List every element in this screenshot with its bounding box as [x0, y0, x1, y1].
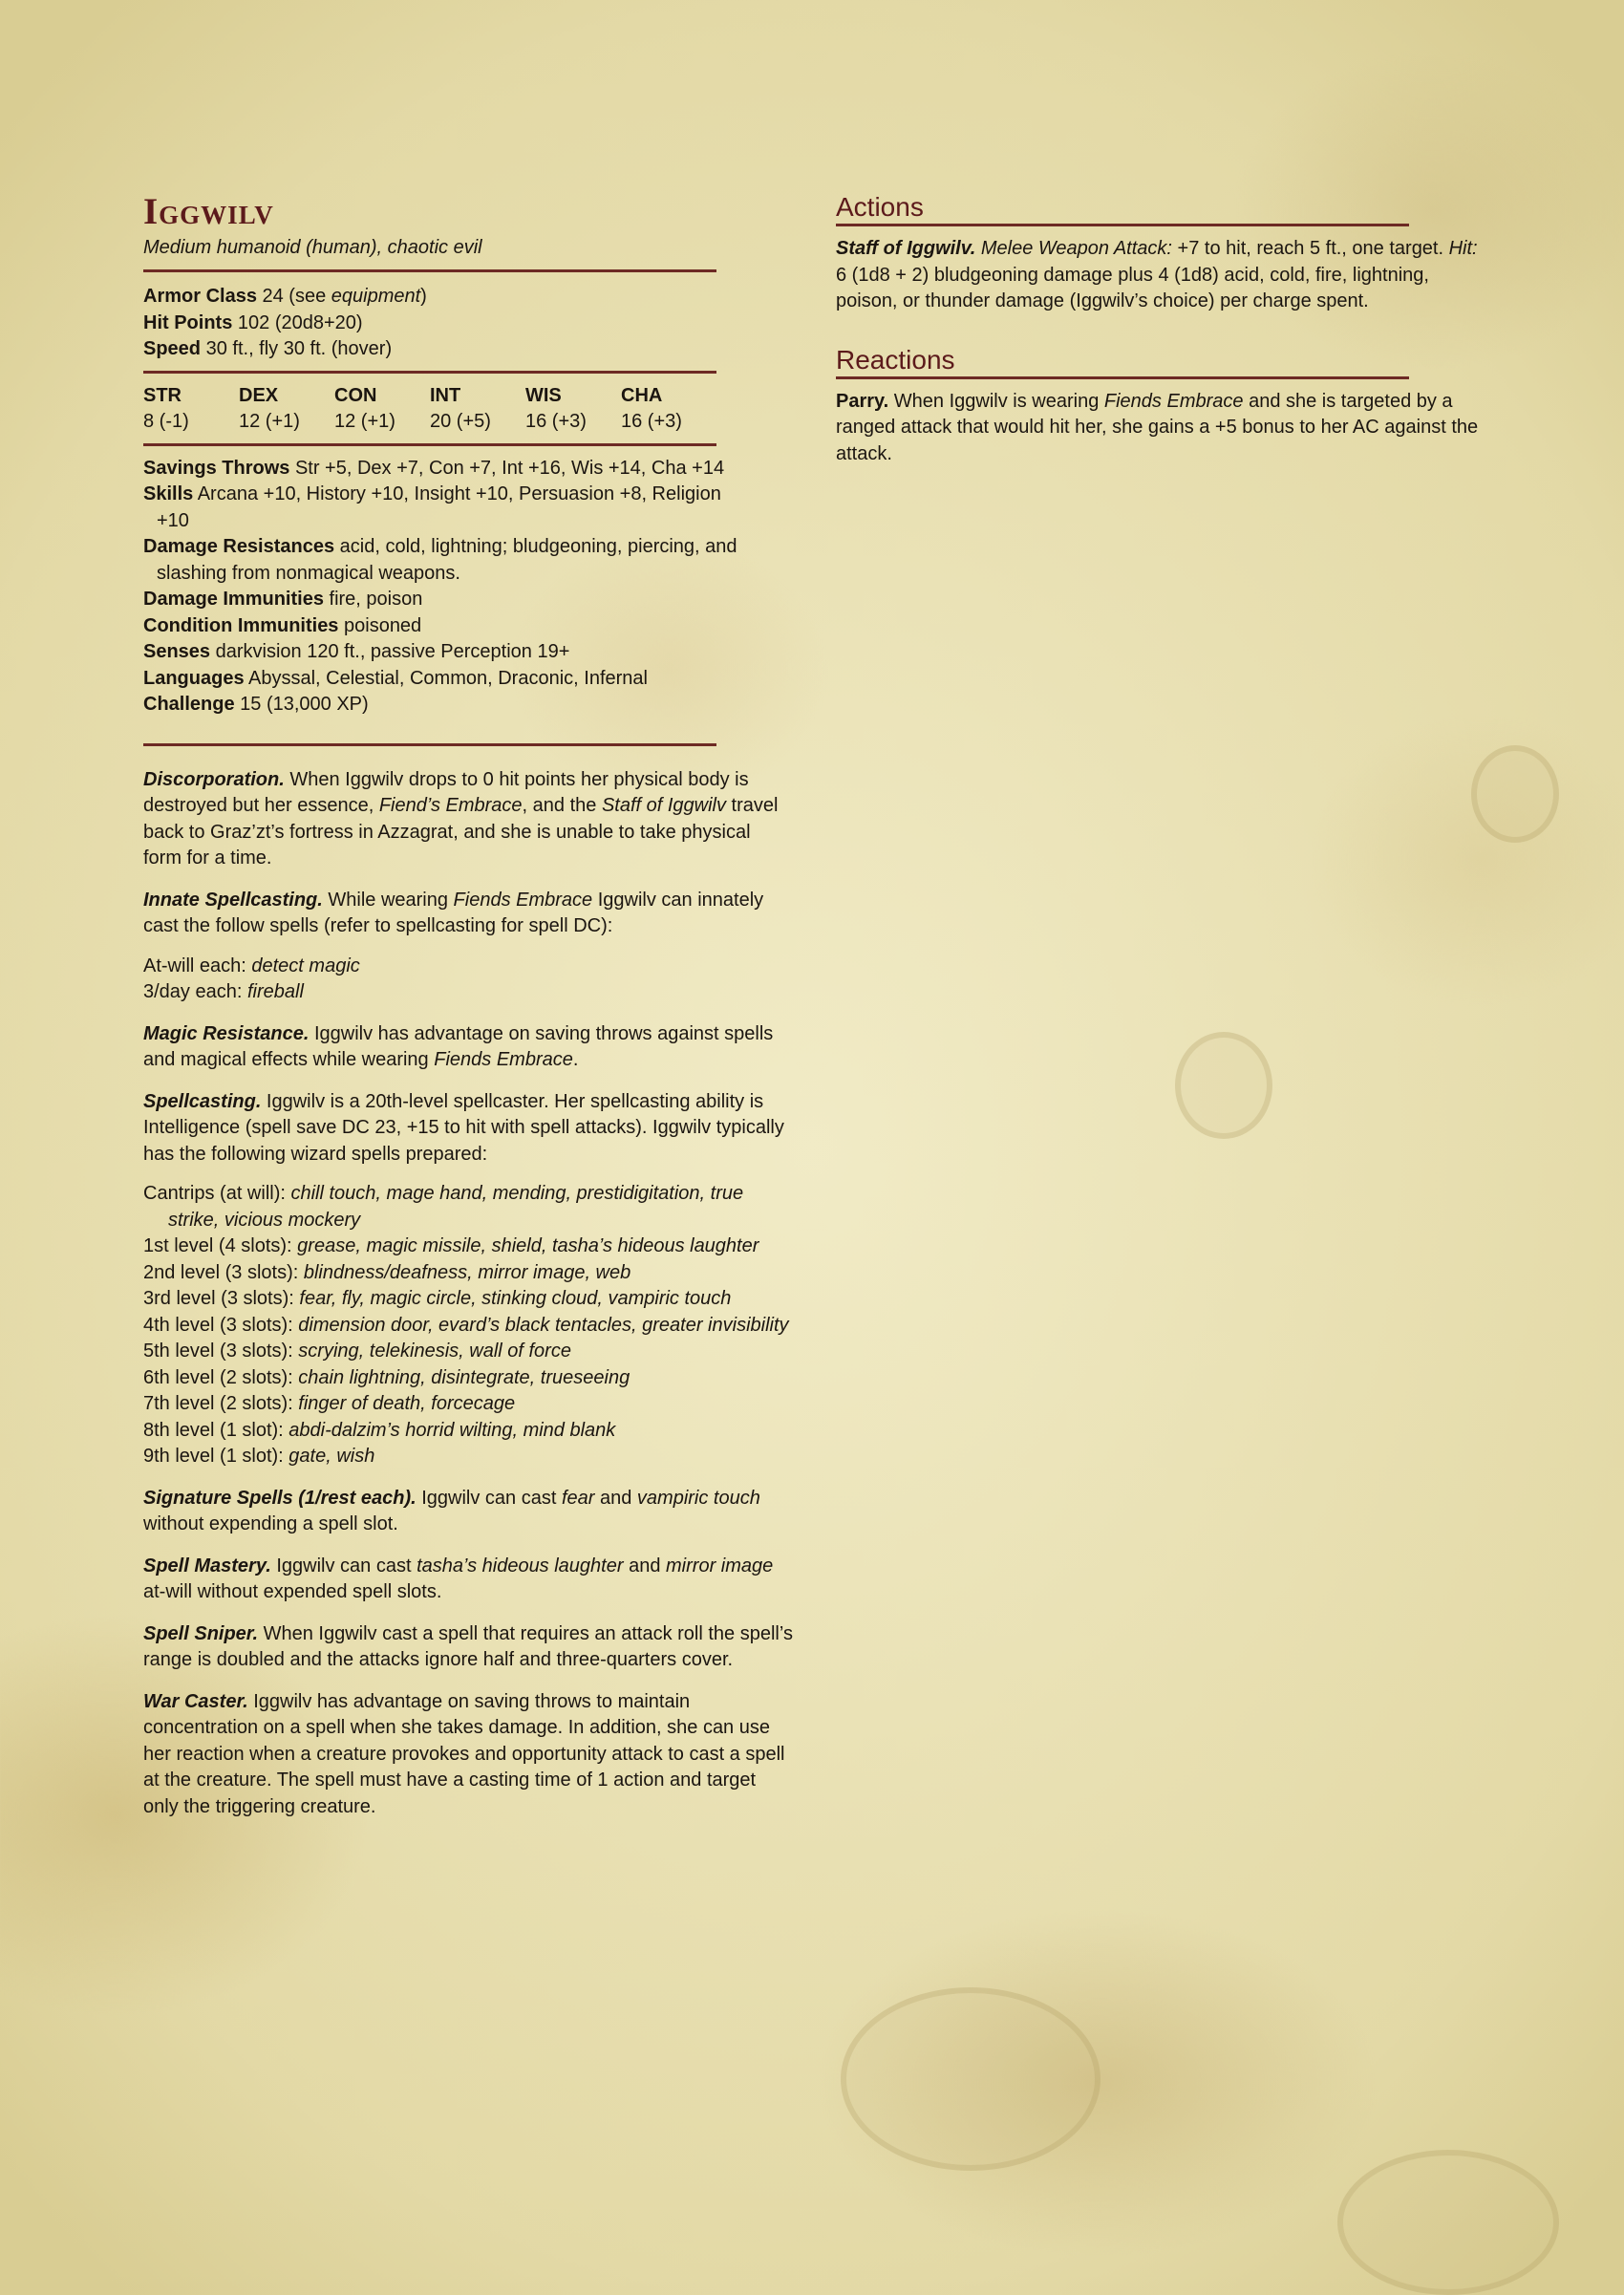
senses: Senses darkvision 120 ft., passive Perception 19+: [143, 641, 570, 662]
monster-name: Iggwilv: [143, 191, 274, 232]
action-staff-of-iggwilv: Staff of Iggwilv. Melee Weapon Attack: +7 to hit, reach 5 ft., one target. Hit: 6 (1d8 + 2) bludgeoning damage plus 4 (1d8) acid, cold, fire, lightning, poison, or thunder damage (Iggwilv’s choice) per charge spent.: [836, 238, 1478, 311]
condition-immunities: Condition Immunities poisoned: [143, 614, 422, 636]
actions-heading: Actions: [836, 192, 924, 222]
hit-points: Hit Points 102 (20d8+20): [143, 311, 363, 333]
ability-int: INT 20 (+5): [430, 384, 491, 432]
spell-line: 8th level (1 slot): abdi-dalzim’s horrid wilting, mind blank: [143, 1419, 616, 1441]
skills: Skills Arcana +10, History +10, Insight +10, Persuasion +8, Religion +10: [143, 483, 721, 531]
damage-resistances: Damage Resistances acid, cold, lightning; bludgeoning, piercing, and slashing from nonmagical weapons.: [143, 536, 737, 584]
parchment-stain: [1337, 2150, 1559, 2295]
actions-section: [836, 191, 1485, 315]
innate-spell-list: [143, 954, 793, 1006]
spell-line: 9th level (1 slot): gate, wish: [143, 1446, 375, 1467]
trait-war-caster: War Caster. Iggwilv has advantage on saving throws to maintain concentration on a spell when she takes damage. In addition, she can use her reaction when a creature provokes and opportunity attack to cast a spell at the creature. The spell must have a casting time of 1 action and target only the triggering creature.: [143, 1690, 785, 1817]
trait-spell-mastery: Spell Mastery. Iggwilv can cast tasha’s hideous laughter and mirror image at-will without expended spell slots.: [143, 1555, 774, 1602]
trait-spellcasting: Spellcasting. Iggwilv is a 20th-level spellcaster. Her spellcasting ability is Intelligence (spell save DC 23, +15 to hit with spell attacks). Iggwilv typically has the following wizard spells prepared:: [143, 1090, 784, 1165]
reaction-parry: Parry. When Iggwilv is wearing Fiends Embrace and she is targeted by a ranged attack that would hit her, she gains a +5 bonus to her AC against the attack.: [836, 390, 1479, 464]
actions-column: [836, 191, 1485, 496]
ability-cha: CHA 16 (+3): [621, 384, 682, 432]
ability-scores: [143, 374, 716, 443]
ability-dex: DEX 12 (+1): [239, 384, 300, 432]
divider: [143, 743, 716, 746]
details-block: [143, 446, 755, 726]
spell-line: 4th level (3 slots): dimension door, evard’s black tentacles, greater invisibility: [143, 1314, 789, 1336]
ability-wis: WIS 16 (+3): [525, 384, 587, 432]
reactions-heading: Reactions: [836, 344, 955, 375]
armor-class: Armor Class 24 (see equipment): [143, 286, 427, 307]
spell-line: 6th level (2 slots): chain lightning, disintegrate, trueseeing: [143, 1366, 630, 1388]
ability-con: CON 12 (+1): [334, 384, 395, 432]
parchment-stain: [841, 1987, 1100, 2171]
saving-throws: Savings Throws Str +5, Dex +7, Con +7, Int +16, Wis +14, Cha +14: [143, 457, 725, 479]
damage-immunities: Damage Immunities fire, poison: [143, 589, 423, 610]
spell-line: 1st level (4 slots): grease, magic missile, shield, tasha’s hideous laughter: [143, 1235, 759, 1256]
spell-line: At-will each: detect magic: [143, 954, 360, 976]
parchment-stain: [1471, 745, 1559, 843]
divider: [836, 224, 1409, 226]
divider: [836, 376, 1409, 379]
wizard-spell-list: [143, 1181, 793, 1470]
trait-innate-spellcasting: Innate Spellcasting. While wearing Fiends Embrace Iggwilv can innately cast the follow spells (refer to spellcasting for spell DC):: [143, 889, 764, 936]
trait-signature-spells: Signature Spells (1/rest each). Iggwilv can cast fear and vampiric touch without expending a spell slot.: [143, 1487, 760, 1534]
spell-line: 5th level (3 slots): scrying, telekinesis, wall of force: [143, 1341, 571, 1362]
reactions-section: [836, 344, 1485, 468]
monster-subtitle: Medium humanoid (human), chaotic evil: [143, 237, 482, 258]
spell-line: 3rd level (3 slots): fear, fly, magic circle, stinking cloud, vampiric touch: [143, 1288, 732, 1309]
challenge: Challenge 15 (13,000 XP): [143, 694, 369, 715]
spell-line: 3/day each: fireball: [143, 981, 304, 1002]
parchment-stain: [1175, 1032, 1272, 1139]
trait-spell-sniper: Spell Sniper. When Iggwilv cast a spell that requires an attack roll the spell’s range is doubled and the attacks ignore half and three-quarters cover.: [143, 1622, 793, 1670]
trait-discorporation: Discorporation. When Iggwilv drops to 0 hit points her physical body is destroyed but her essence, Fiend’s Embrace, and the Staff of Iggwilv travel back to Graz’zt’s fortress in Azzagrat, and she is unable to take physical form for a time.: [143, 768, 779, 869]
spell-line: Cantrips (at will): chill touch, mage hand, mending, prestidigitation, true strike, vicious mockery: [143, 1183, 744, 1231]
trait-magic-resistance: Magic Resistance. Iggwilv has advantage on saving throws against spells and magical effects while wearing Fiends Embrace.: [143, 1022, 774, 1070]
languages: Languages Abyssal, Celestial, Common, Draconic, Infernal: [143, 667, 648, 689]
ability-str: STR 8 (-1): [143, 384, 189, 432]
stat-block: [143, 191, 793, 1820]
defense-block: [143, 272, 793, 371]
spell-line: 7th level (2 slots): finger of death, forcecage: [143, 1393, 516, 1414]
spell-line: 2nd level (3 slots): blindness/deafness, mirror image, web: [143, 1261, 631, 1283]
speed: Speed 30 ft., fly 30 ft. (hover): [143, 338, 393, 359]
